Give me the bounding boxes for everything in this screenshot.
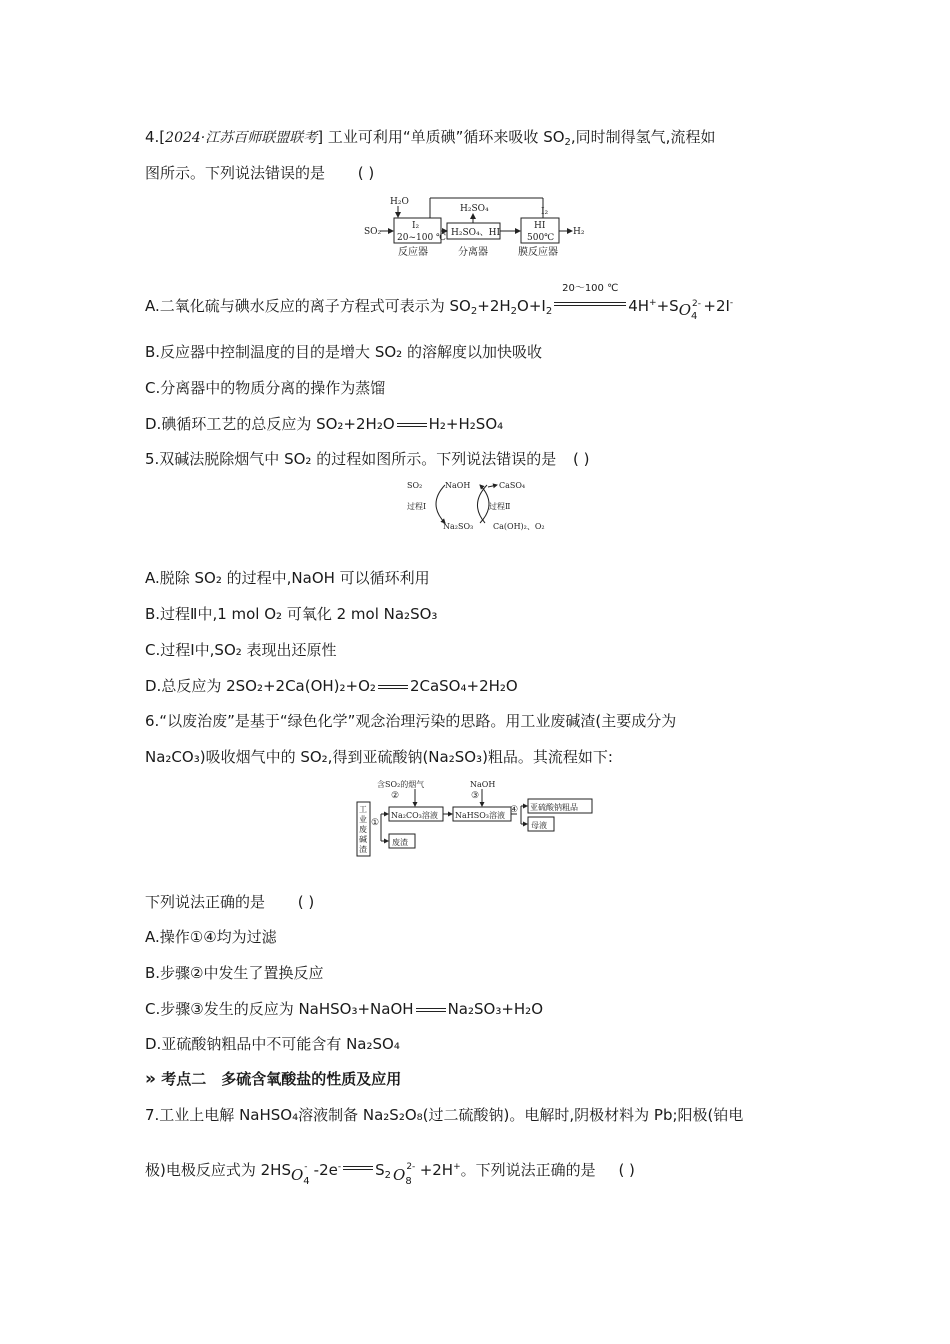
- reaction-equals-sign: [341, 1157, 375, 1177]
- q5-stem-line: [145, 449, 589, 469]
- q5-diag-so2: SO₂: [407, 481, 423, 490]
- q6-waste-char: 业: [359, 815, 367, 824]
- q6-option-d: D.亚硫酸钠粗品中不可能含有 Na₂SO₄: [145, 1035, 400, 1053]
- q4-number: 4.[: [145, 128, 166, 146]
- q7-sup: 2-: [406, 1162, 416, 1172]
- q4-flow-diagram: [360, 193, 590, 263]
- sub: 2: [510, 306, 518, 317]
- q4-opta-sup: -: [729, 298, 734, 308]
- q4-opta-ion: [691, 296, 701, 327]
- q7-line2: [145, 1157, 635, 1192]
- q6-step4: ④: [510, 805, 519, 815]
- q6-option-c: [145, 999, 543, 1019]
- q7-text: -2e: [313, 1161, 338, 1179]
- q7-text: +2H: [419, 1161, 454, 1179]
- q5-diag-naoh: NaOH: [445, 481, 471, 490]
- q4-option-d: [145, 414, 503, 434]
- q4-optd-text: D.碘循环工艺的总反应为 SO₂+2H₂O: [145, 415, 395, 433]
- q5-optd-text: D.总反应为 2SO₂+2Ca(OH)₂+O₂: [145, 677, 376, 695]
- q6-flue-gas: 含SO₂的烟气: [377, 780, 425, 789]
- q6-mother-text: 母液: [531, 821, 547, 830]
- q4-line2: [145, 163, 374, 183]
- q5-diag-na2so3: Na₂SO₃: [443, 522, 474, 531]
- q6-waste-char: 碱: [359, 835, 367, 844]
- reaction-equals-sign: [376, 676, 410, 696]
- q5-diag-caso4: CaSO₄: [499, 481, 526, 490]
- q5-diag-caoh2: Ca(OH)₂、O₂: [493, 522, 545, 531]
- q6-flow-diagram: [355, 777, 605, 859]
- q6-line2: Na₂CO₃)吸收烟气中的 SO₂,得到亚硫酸钠(Na₂SO₃)粗品。其流程如下:: [145, 748, 613, 766]
- q6-stem2-line: [145, 892, 314, 912]
- section-title: 考点二 多硫含氧酸盐的性质及应用: [161, 1070, 402, 1088]
- q4-opta-sup: 2-: [692, 299, 701, 309]
- q6-waste-char: 渣: [359, 845, 367, 854]
- q5-option-d: [145, 676, 518, 696]
- q4-opta-text: O+I: [517, 297, 546, 315]
- q4-opta-text: +2I: [703, 297, 730, 315]
- q4-stem-rest: ,同时制得氢气,流程如: [570, 128, 716, 146]
- q5-cycle-diagram: [405, 477, 555, 537]
- section-heading: [145, 1069, 401, 1089]
- q4-stem-mid: ] 工业可利用“单质碘”循环来吸收 SO: [317, 128, 565, 146]
- q4-label-separator: 分离器: [458, 247, 488, 258]
- reaction-equals-sign: [552, 283, 628, 313]
- q4-optd-text: H₂+H₂SO₄: [428, 415, 504, 433]
- q4-reactor-line2: 20~100 ℃: [397, 233, 447, 243]
- q4-stem-line2: 图所示。下列说法错误的是: [145, 164, 326, 182]
- q7-text: 。下列说法正确的是: [460, 1161, 596, 1179]
- reaction-equals-sign: [414, 999, 448, 1019]
- q4-label-membrane: 膜反应器: [518, 247, 558, 258]
- q5-option-a: A.脱除 SO₂ 的过程中,NaOH 可以循环利用: [145, 569, 430, 587]
- q5-optd-text: 2CaSO₄+2H₂O: [409, 677, 518, 695]
- q4-diag-h2o: H₂O: [390, 197, 409, 207]
- q4-opta-text: A.二氧化硫与碘水反应的离子方程式可表示为 SO: [145, 297, 471, 315]
- q5-option-c: C.过程Ⅰ中,SO₂ 表现出还原性: [145, 641, 337, 659]
- q6-step2: ②: [391, 791, 400, 801]
- q4-label-reactor: 反应器: [398, 247, 428, 258]
- q7-o: O: [393, 1166, 406, 1184]
- q6-step3: ③: [471, 791, 480, 801]
- q5-answer-paren: ( ): [572, 450, 590, 468]
- q6-stem2: 下列说法正确的是: [145, 893, 266, 911]
- q7-sup: +: [453, 1162, 461, 1172]
- q4-source: 2024·江苏百师联盟联考: [165, 130, 318, 146]
- reaction-equals-sign: [395, 414, 429, 434]
- q4-option-a: [145, 283, 734, 327]
- q7-sup: -: [337, 1162, 342, 1172]
- q4-diag-i2: I₂: [541, 207, 549, 217]
- q7-ion: [405, 1160, 416, 1192]
- q5-option-b: B.过程Ⅱ中,1 mol O₂ 可氧化 2 mol Na₂SO₃: [145, 605, 438, 623]
- q6-nahso3-text: NaHSO₃溶液: [455, 811, 505, 820]
- q7-o: O: [290, 1166, 304, 1184]
- q6-option-a: A.操作①④均为过滤: [145, 928, 277, 946]
- q7-answer-paren: ( ): [618, 1161, 635, 1179]
- q6-residue-text: 废渣: [392, 838, 408, 847]
- q6-step1: ①: [371, 818, 380, 828]
- q6-optc-text: C.步骤③发生的反应为 NaHSO₃+NaOH: [145, 1000, 414, 1018]
- q5-stem: 5.双碱法脱除烟气中 SO₂ 的过程如图所示。下列说法错误的是: [145, 450, 557, 468]
- q7-sub: 8: [405, 1176, 412, 1187]
- q4-opta-text: 4H: [628, 297, 650, 315]
- q4-opta-condition: 20～100 ℃: [562, 283, 619, 294]
- q4-opta-sup: +: [649, 298, 657, 308]
- q5-diag-process1: 过程Ⅰ: [407, 502, 427, 511]
- sub: 2: [545, 306, 553, 317]
- sub: 2: [564, 137, 571, 148]
- q4-option-b: B.反应器中控制温度的目的是增大 SO₂ 的溶解度以加快吸收: [145, 343, 542, 361]
- q4-membrane-line2: 500℃: [527, 233, 555, 243]
- q7-sup: -: [304, 1162, 308, 1172]
- q6-line1: 6.“以废治废”是基于“绿色化学”观念治理污染的思路。用工业废碱渣(主要成分为: [145, 712, 677, 730]
- q6-waste-char: 废: [359, 825, 367, 834]
- q4-opta-text: +S: [656, 297, 679, 315]
- q4-option-c: C.分离器中的物质分离的操作为蒸馏: [145, 379, 386, 397]
- q6-product-text: 亚硫酸钠粗品: [530, 803, 578, 812]
- q6-naoh: NaOH: [470, 780, 496, 789]
- q4-answer-paren: ( ): [357, 164, 375, 182]
- q4-opta-sub: 4: [691, 311, 698, 322]
- sub: 2: [470, 306, 478, 317]
- q4-diag-so2: SO₂: [364, 227, 382, 237]
- q4-opta-o: O: [678, 301, 691, 319]
- q4-opta-text: +2H: [477, 297, 511, 315]
- q7-text: S: [375, 1161, 385, 1179]
- q6-option-b: B.步骤②中发生了置换反应: [145, 964, 324, 982]
- q6-answer-paren: ( ): [297, 893, 315, 911]
- q7-text: 极)电极反应式为 2HS: [145, 1161, 291, 1179]
- q7-sub: 2: [384, 1170, 391, 1181]
- q5-diag-process2: 过程Ⅱ: [489, 502, 511, 511]
- q7-ion: [303, 1160, 309, 1192]
- q6-na2co3-text: Na₂CO₃溶液: [391, 811, 438, 820]
- q4-line1: [145, 127, 715, 153]
- q7-sub: 4: [303, 1176, 310, 1187]
- q4-diag-h2so4: H₂SO₄: [460, 204, 489, 214]
- section-marker-icon: »: [145, 1069, 156, 1089]
- q6-waste-char: 工: [359, 805, 367, 814]
- q7-line1: 7.工业上电解 NaHSO₄溶液制备 Na₂S₂O₈(过二硫酸钠)。电解时,阴极材料为 Pb;阳极(铂电: [145, 1106, 744, 1124]
- q4-diag-h2: H₂: [573, 227, 585, 237]
- q4-membrane-line1: HI: [534, 221, 546, 231]
- q4-separator-text: H₂SO₄、HI: [451, 228, 501, 238]
- q6-optc-text: Na₂SO₃+H₂O: [447, 1000, 543, 1018]
- q4-reactor-line1: I₂: [412, 221, 420, 231]
